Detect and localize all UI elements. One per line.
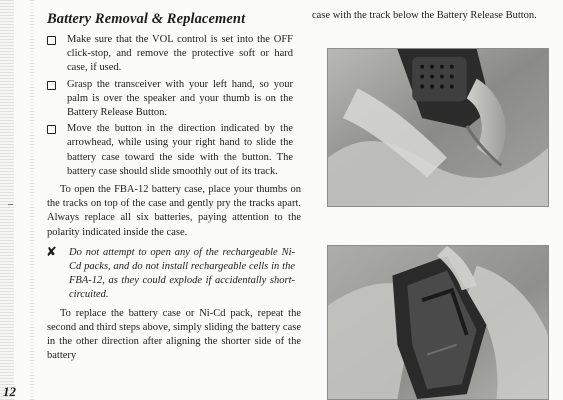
cross-mark-icon: ✘ [46,244,57,260]
right-column [312,9,558,23]
warning-note [39,246,301,303]
margin-mark [8,204,13,205]
step-text: Grasp the transceiver with your left hand, so your palm is over the speaker and your thumb is on the Battery Release Button. [67,78,293,119]
step-item [39,78,301,121]
section-heading: Battery Removal & Replacement [47,11,246,27]
step-text: Make sure that the VOL control is set into the OFF click-stop, and remove the protective soft or hard case, if used. [67,34,293,74]
step-item [39,33,301,76]
continued-text: case with the track below the Battery Release Button. [312,10,537,21]
checkbox-icon [47,81,56,90]
left-column [39,9,301,369]
step-item [39,122,301,179]
checkbox-icon [47,125,56,134]
page-number: 12 [3,384,16,399]
scan-margin-rule [30,0,34,400]
battery-case-photo [327,245,549,400]
warning-text: Do not attempt to open any of the rechargeable Ni-Cd packs, and do not install rechargeable cells in the FBA-12, as they could explode if accidentally short-circuited. [69,246,295,301]
step-text: Move the button in the direction indicated by the arrowhead, while using your right hand to slide the battery case toward the side with the button. The battery case should slide smoothly out of its track. [67,123,293,177]
scan-margin-strip [0,0,14,400]
battery-release-photo [327,48,549,207]
instruction-paragraph: To replace the battery case or Ni-Cd pack, repeat the second and third steps above, simply sliding the battery case in the other direction after aligning the shorter side of the battery [47,307,301,362]
instruction-paragraph: To open the FBA-12 battery case, place your thumbs on the tracks on top of the case and gently pry the tracks apart. Always replace all six batteries, paying attention to the polarity indicated inside the case. [47,184,301,238]
checkbox-icon [47,36,56,45]
